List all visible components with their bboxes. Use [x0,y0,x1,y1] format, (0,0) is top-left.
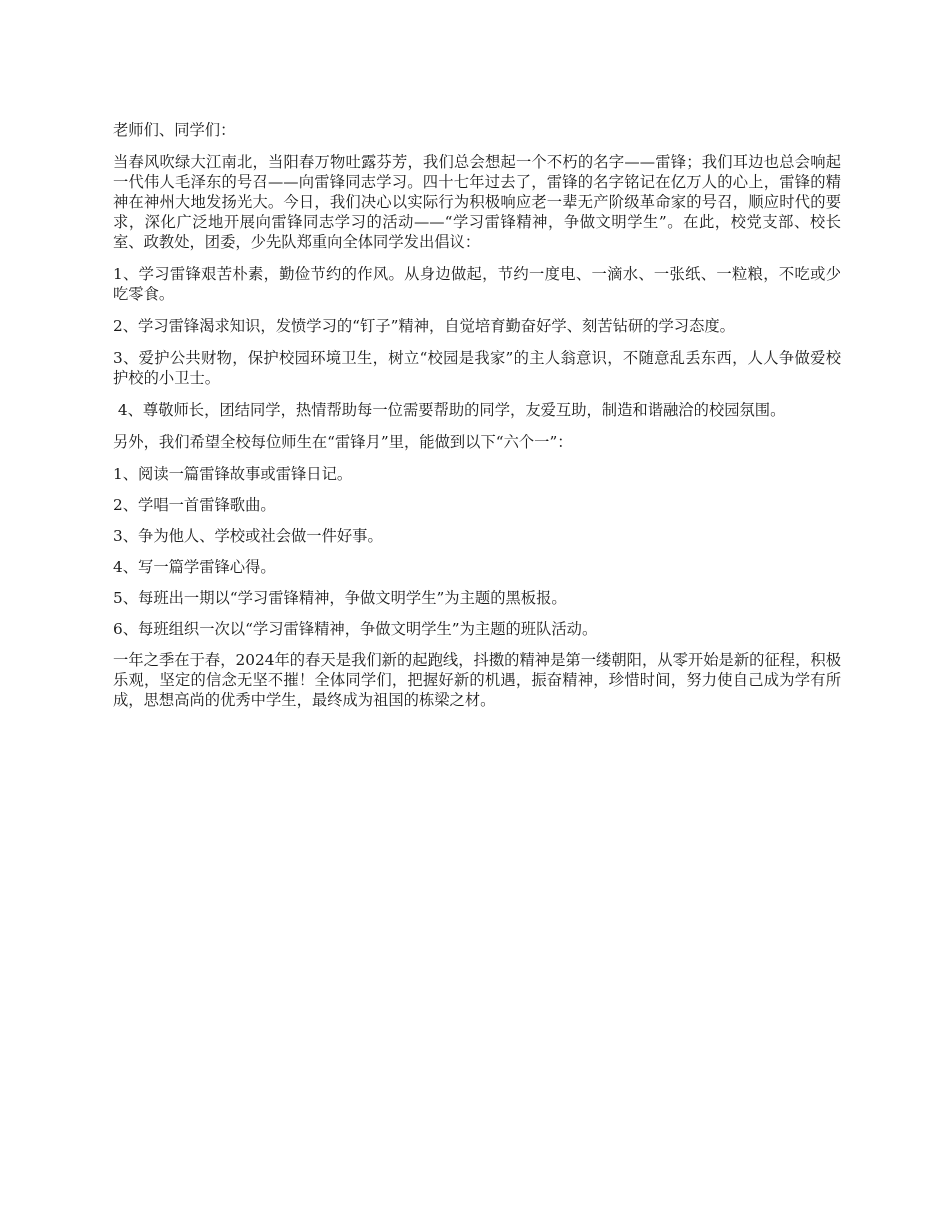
proposal-item-4: 4、尊敬师长，团结同学，热情帮助每一位需要帮助的同学，友爱互助，制造和谐融洽的校园氛围。 [113,401,786,419]
six-item-4: 4、写一篇学雷锋心得。 [113,558,276,576]
six-item-1: 1、阅读一篇雷锋故事或雷锋日记。 [113,465,353,483]
six-item-3: 3、争为他人、学校或社会做一件好事。 [113,527,383,545]
proposal-item-1: 1、学习雷锋艰苦朴素，勤俭节约的作风。从身边做起，节约一度电、一滴水、一张纸、一粒粮，不吃或少吃零食。 [113,265,841,303]
six-item-5: 5、每班出一期以“学习雷锋精神，争做文明学生”为主题的黑板报。 [113,589,567,607]
six-item-2: 2、学唱一首雷锋歌曲。 [113,496,276,514]
six-items-intro: 另外，我们希望全校每位师生在“雷锋月”里，能做到以下“六个一”： [113,433,573,451]
proposal-item-3: 3、爱护公共财物，保护校园环境卫生，树立“校园是我家”的主人翁意识，不随意乱丢东西，人人争做爱校护校的小卫士。 [113,349,841,387]
intro-paragraph: 当春风吹绿大江南北，当阳春万物吐露芬芳，我们总会想起一个不朽的名字——雷锋；我们耳边也总会响起一代伟人毛泽东的号召——向雷锋同志学习。四十七年过去了，雷锋的名字铭记在亿万人的心上，雷锋的精神在神州大地发扬光大。今日，我们决心以实际行为积极响应老一辈无产阶级革命家的号召，顺应时代的要求，深化广泛地开展向雷锋同志学习的活动——“学习雷锋精神，争做文明学生”。在此，校党支部、校长室、政教处，团委，少先队郑重向全体同学发出倡议： [113,153,841,251]
closing-paragraph: 一年之季在于春，2024年的春天是我们新的起跑线，抖擞的精神是第一缕朝阳，从零开始是新的征程，积极乐观，坚定的信念无坚不摧！全体同学们，把握好新的机遇，振奋精神，珍惜时间，努力使自己成为学有所成，思想高尚的优秀中学生，最终成为祖国的栋梁之材。 [113,651,841,709]
document-body [113,120,841,722]
proposal-item-2: 2、学习雷锋渴求知识，发愤学习的“钉子”精神，自觉培育勤奋好学、刻苦钻研的学习态度。 [113,317,735,335]
salutation: 老师们、同学们： [113,121,236,139]
six-item-6: 6、每班组织一次以“学习雷锋精神，争做文明学生”为主题的班队活动。 [113,620,598,638]
